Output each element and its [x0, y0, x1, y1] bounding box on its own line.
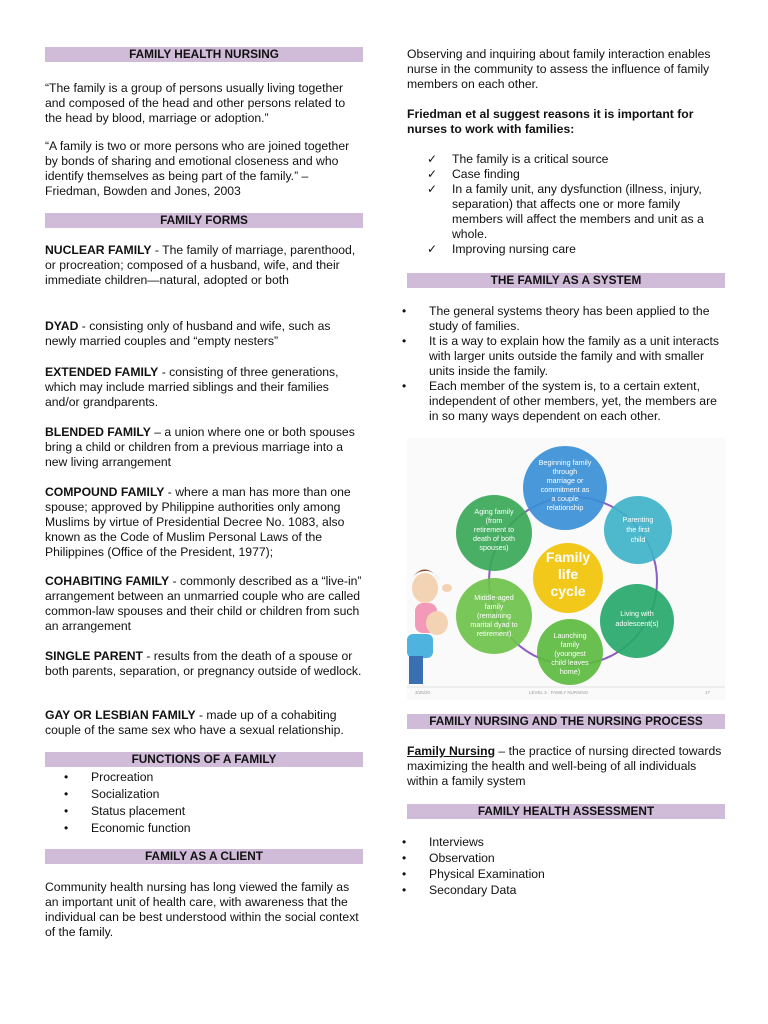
list-item: ✓ Improving nursing care: [452, 242, 725, 257]
child-head-shape: [412, 573, 438, 603]
form-desc: – a union where one or both spouses bring a child or children from a previous marriage into a new living arrangement: [45, 425, 355, 469]
header-family-forms: FAMILY FORMS: [45, 213, 363, 228]
form-desc: - where a man has more than one spouse; approved by Philippine authorities only among Muslims by virtue of Presidential Decree No. 1083, also known as the Code of Muslim Personal Laws of the Philippines (Office of the President, 1977);: [45, 485, 351, 559]
system-list: [429, 304, 725, 424]
definition-desc: – the practice of nursing directed towards maximizing the health and well-being of all individuals within a family system: [407, 744, 722, 788]
adult-shirt-shape: [407, 634, 433, 658]
form-cohabiting-family: [45, 574, 363, 634]
family-illustration: [407, 569, 452, 684]
stage-label: family: [484, 602, 504, 611]
reasons-list: [452, 152, 725, 257]
slide-footer-date: 3/25/20: [415, 690, 431, 695]
stage-label: commitment as: [540, 485, 590, 494]
adult-legs-shape: [409, 656, 423, 684]
quote-friedman: “A family is two or more persons who are joined together by bonds of sharing and emotional closeness and who identify themselves as being part of the family.” – Friedman, Bowden and Jones, 2003: [45, 139, 350, 198]
list-item: ✓ Case finding: [452, 167, 725, 182]
header-family-as-client: FAMILY AS A CLIENT: [45, 849, 363, 864]
stage-label: retirement to: [473, 525, 515, 534]
center-text: life: [557, 566, 579, 582]
form-desc: - results from the death of a spouse or both parents, separation, or pregnancy outside of wedlock.: [45, 649, 362, 678]
quote-family-definition: “The family is a group of persons usually living together and composed of the head and other persons related to the head by blood, marriage or adoption.”: [45, 81, 346, 125]
list-item: • Interviews: [429, 834, 725, 850]
stage-label: Living with: [620, 609, 654, 618]
slide-footer-title: LEVEL 3 · FAMILY NURSING: [529, 690, 589, 695]
stage-label: marriage or: [546, 476, 584, 485]
list-item: • It is a way to explain how the family as a unit interacts with larger units outside the family and with smaller units inside the family.: [429, 334, 725, 379]
stage-label: adolescent(s): [615, 619, 659, 628]
stage-label: (remaining: [477, 611, 511, 620]
header-family-nursing-process: FAMILY NURSING AND THE NURSING PROCESS: [407, 714, 725, 729]
definition-term: Family Nursing: [407, 744, 496, 758]
stage-label: a couple: [551, 494, 579, 503]
stage-label: Aging family: [474, 507, 514, 516]
list-item: • Observation: [429, 850, 725, 866]
slide-footer-page: 17: [705, 690, 711, 695]
form-gay-lesbian-family: [45, 708, 363, 738]
list-item: • Status placement: [91, 803, 363, 820]
observe-paragraph: Observing and inquiring about family interaction enables nurse in the community to assess the influence of family members on each other.: [407, 47, 711, 91]
header-family-health-nursing: FAMILY HEALTH NURSING: [45, 47, 363, 62]
list-item: • Procreation: [91, 769, 363, 786]
life-cycle-svg: [407, 438, 725, 700]
stage-label: Parenting: [622, 515, 654, 524]
form-term: NUCLEAR FAMILY: [45, 243, 152, 257]
stage-label: marital dyad to: [470, 620, 518, 629]
form-desc: - consisting only of husband and wife, such as newly married couples and “empty nesters”: [45, 319, 331, 348]
list-item: ✓ The family is a critical source: [452, 152, 725, 167]
header-family-health-assessment: FAMILY HEALTH ASSESSMENT: [407, 804, 725, 819]
stage-label: family: [560, 640, 580, 649]
list-item: • Socialization: [91, 786, 363, 803]
list-item: • The general systems theory has been applied to the study of families.: [429, 304, 725, 334]
center-text: cycle: [550, 583, 586, 599]
stage-label: home): [559, 667, 581, 676]
center-text: Family: [545, 549, 591, 565]
form-desc: - commonly described as a “live-in” arrangement between an unmarried couple who are called common-law spouses and their child or children from such an arrangement: [45, 574, 362, 633]
stage-label: Middle-aged: [474, 593, 514, 602]
stage-label: death of both: [473, 534, 515, 543]
stage-label: child leaves: [551, 658, 589, 667]
list-item: • Each member of the system is, to a certain extent, independent of other members, yet, the members are in so many ways dependent on each other.: [429, 379, 725, 424]
family-life-cycle-diagram: [407, 438, 725, 700]
stage-label: the first: [626, 525, 650, 534]
stage-label: spouses): [479, 543, 509, 552]
form-term: GAY OR LESBIAN FAMILY: [45, 708, 196, 722]
header-functions-of-family: FUNCTIONS OF A FAMILY: [45, 752, 363, 767]
stage-label: retirement): [476, 629, 512, 638]
form-term: EXTENDED FAMILY: [45, 365, 159, 379]
list-item: • Physical Examination: [429, 866, 725, 882]
family-nursing-definition: [407, 744, 725, 789]
form-nuclear-family: [45, 243, 363, 288]
assessment-list: [429, 834, 725, 898]
child-hand-shape: [442, 584, 452, 592]
list-item: • Economic function: [91, 820, 363, 837]
header-family-as-system: THE FAMILY AS A SYSTEM: [407, 273, 725, 288]
list-item: • Secondary Data: [429, 882, 725, 898]
form-term: COHABITING FAMILY: [45, 574, 170, 588]
stage-label: (from: [485, 516, 503, 525]
stage-label: relationship: [546, 503, 584, 512]
list-item: ✓ In a family unit, any dysfunction (illness, injury, separation) that affects one or more family members will affect the members and unit as a whole.: [452, 182, 725, 242]
form-compound-family: [45, 485, 363, 560]
stage-label: Launching: [553, 631, 587, 640]
client-paragraph: Community health nursing has long viewed the family as an important unit of health care, with awareness that the individual can be best understood within the social context of the family.: [45, 880, 359, 939]
friedman-heading: Friedman et al suggest reasons it is important for nurses to work with families:: [407, 107, 694, 136]
form-dyad: [45, 319, 363, 349]
form-term: BLENDED FAMILY: [45, 425, 151, 439]
form-term: COMPOUND FAMILY: [45, 485, 165, 499]
form-desc: - made up of a cohabiting couple of the same sex who have a sexual relationship.: [45, 708, 344, 737]
form-single-parent: [45, 649, 363, 679]
form-term: SINGLE PARENT: [45, 649, 143, 663]
form-desc: - The family of marriage, parenthood, or procreation; composed of a husband, wife, and their immediate children—natural, adopted or both: [45, 243, 356, 287]
stage-label: (youngest: [554, 649, 586, 658]
form-desc: - consisting of three generations, which may include married siblings and their families and/or grandparents.: [45, 365, 339, 409]
form-term: DYAD: [45, 319, 79, 333]
form-blended-family: [45, 425, 363, 470]
stage-label: through: [552, 467, 578, 476]
stage-label: Beginning family: [538, 458, 592, 467]
baby-head-shape: [426, 611, 448, 635]
stage-label: child: [630, 535, 646, 544]
functions-list: [91, 769, 363, 837]
form-extended-family: [45, 365, 363, 410]
